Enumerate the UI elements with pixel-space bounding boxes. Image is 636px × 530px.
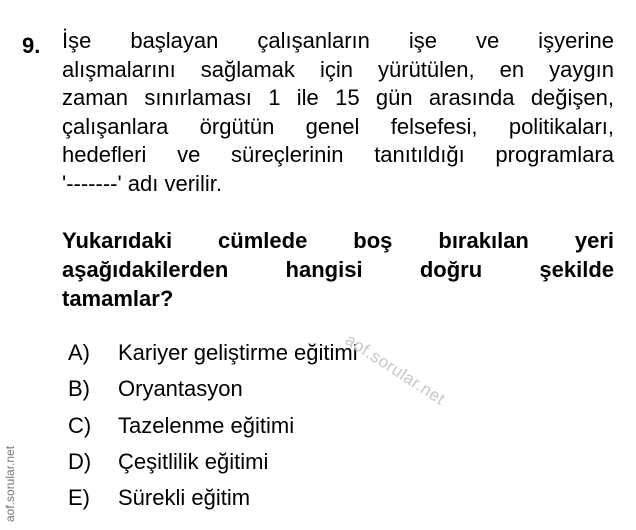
option-b[interactable] bbox=[68, 371, 358, 407]
question-prompt bbox=[62, 226, 614, 313]
option-a[interactable] bbox=[68, 335, 358, 371]
option-letter: C) bbox=[68, 412, 92, 438]
stem-line: hedefleri ve süreçlerinin tanıtıldığı programlara bbox=[62, 142, 614, 167]
stem-line: İşe başlayan çalışanların işe ve işyerine bbox=[62, 28, 614, 53]
option-letter: A) bbox=[68, 340, 90, 365]
option-text: Kariyer geliştirme eğitimi bbox=[118, 340, 358, 365]
answer-options bbox=[68, 335, 358, 516]
prompt-line: aşağıdakilerden hangisi doğru şekilde bbox=[62, 257, 614, 282]
option-text: Tazelenme eğitimi bbox=[118, 412, 295, 438]
prompt-line: Yukarıdaki cümlede boş bırakılan yeri bbox=[62, 228, 614, 253]
option-letter: E) bbox=[68, 485, 90, 511]
stem-line: alışmalarını sağlamak için yürütülen, en yaygın bbox=[62, 56, 614, 82]
watermark-diagonal: aof.sorular.net bbox=[341, 330, 449, 409]
option-d[interactable] bbox=[68, 444, 358, 480]
stem-line: çalışanlara örgütün genel felsefesi, politikaları, bbox=[62, 113, 614, 139]
option-letter: D) bbox=[68, 448, 92, 474]
option-text: Çeşitlilik eğitimi bbox=[118, 448, 269, 474]
option-text: Oryantasyon bbox=[118, 376, 243, 402]
stem-line: zaman sınırlaması 1 ile 15 gün arasında değişen, bbox=[62, 85, 614, 110]
option-e[interactable] bbox=[68, 480, 358, 516]
question-number: 9. bbox=[22, 33, 41, 58]
watermark-side: aof.sorular.net bbox=[3, 445, 17, 522]
stem-line: '-------' adı verilir. bbox=[62, 170, 222, 196]
prompt-line: tamamlar? bbox=[62, 286, 174, 311]
option-c[interactable] bbox=[68, 408, 358, 444]
option-letter: B) bbox=[68, 376, 90, 402]
option-text: Sürekli eğitim bbox=[118, 485, 251, 511]
question-stem bbox=[62, 27, 614, 198]
